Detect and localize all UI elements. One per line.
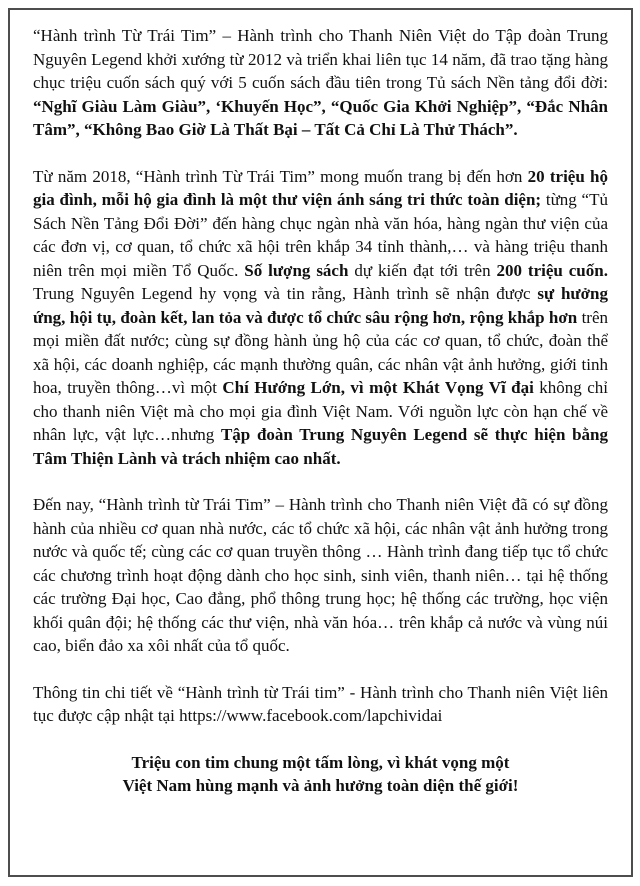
bold-text-run: Số lượng sách <box>244 260 349 280</box>
text-run: “Hành trình Từ Trái Tim” – Hành trình cho Thanh Niên Việt do Tập đoàn Trung Nguyên Legend khởi xướng từ 2012 và triển khai liên tục 14 năm, đã trao tặng hàng chục triệu cuốn sách quý với 5 cuốn sách đầu tiên trong Tủ sách Nền tảng đổi đời: <box>33 26 608 92</box>
bold-text-run: Chí Hướng Lớn, vì một Khát Vọng Vĩ đại <box>222 378 534 397</box>
bold-text-run: “Nghĩ Giàu Làm Giàu”, ‘Khuyến Học”, “Quốc Gia Khởi Nghiệp”, “Đắc Nhân Tâm”, “Không Bao Giờ Là Thất Bại – Tất Cả Chỉ Là Thử Thách”. <box>33 96 608 139</box>
text-run: trên mọi miền đất nước; cùng sự đồng hành ủng hộ của các cơ quan, tổ chức, đoàn thể xã hội, các doanh nghiệp, các mạnh thường quân, các nhân vật ảnh hưởng, giới tinh hoa, truyền thông…vì một <box>33 307 608 397</box>
text-run: Đến nay, “Hành trình từ Trái Tim” – Hành trình cho Thanh niên Việt đã có sự đồng hành của nhiều cơ quan nhà nước, các tổ chức xã hội, các nhân vật ảnh hưởng trong nước và quốc tế; cùng các cơ quan truyền thông … Hành trình đang tiếp tục tổ chức các chương trình hoạt động dành cho học sinh, sinh viên, thanh niên… tại hệ thống các trường Đại học, Cao đẳng, phổ thông trung học; hệ thống các trường, học viện khối quân đội; hệ thống các thư viện, nhà văn hóa… trên khắp cả nước và vùng núi cao, biển đảo xa xôi nhất của tổ quốc. <box>33 495 608 655</box>
bold-text-run: Tập đoàn Trung Nguyên Legend sẽ thực hiện bằng Tâm Thiện Lành và trách nhiệm cao nhất. <box>33 425 609 468</box>
bold-text-run: Triệu con tim chung một tấm lòng, vì khát vọng một Việt Nam hùng mạnh và ảnh hưởng toàn diện thế giới! <box>122 752 519 795</box>
document-body <box>33 24 608 798</box>
paragraph-slogan <box>33 751 608 798</box>
paragraph-intro <box>33 24 608 142</box>
text-run: dự kiến đạt tới trên <box>348 260 497 280</box>
text-run: không chỉ cho thanh niên Việt mà cho mọi gia đình Việt Nam. Với nguồn lực còn hạn chế về nhân lực, vật lực…nhưng <box>33 378 608 444</box>
paragraph-2018-goal <box>33 165 608 471</box>
text-run: Thông tin chi tiết về “Hành trình từ Trái tim” - Hành trình cho Thanh niên Việt liên tục được cập nhật tại <box>33 682 608 725</box>
paragraph-more-info <box>33 681 608 728</box>
paragraph-current-status <box>33 493 608 658</box>
bold-text-run: sự hưởng ứng, hội tụ, đoàn kết, lan tỏa và được tổ chức sâu rộng hơn, rộng khắp hơn <box>33 284 608 327</box>
page-border <box>8 8 633 877</box>
text-run: từng “Tủ Sách Nền Tảng Đổi Đời” đến hàng chục ngàn nhà văn hóa, hàng ngàn thư viện của các đơn vị, cơ quan, tổ chức xã hội trên khắp 34 tỉnh thành,… và hàng triệu thanh niên trên mọi miền Tổ Quốc. <box>33 190 608 280</box>
text-run: Từ năm 2018, “Hành trình Từ Trái Tim” mong muốn trang bị đến hơn <box>33 166 528 186</box>
facebook-url: https://www.facebook.com/lapchividai <box>179 706 443 725</box>
text-run: Trung Nguyên Legend hy vọng và tin rằng, Hành trình sẽ nhận được <box>33 284 538 303</box>
bold-text-run: 20 triệu hộ gia đình, mỗi hộ gia đình là một thư viện ánh sáng tri thức toàn diện; <box>33 166 608 209</box>
bold-text-run: 200 triệu cuốn. <box>496 260 608 280</box>
